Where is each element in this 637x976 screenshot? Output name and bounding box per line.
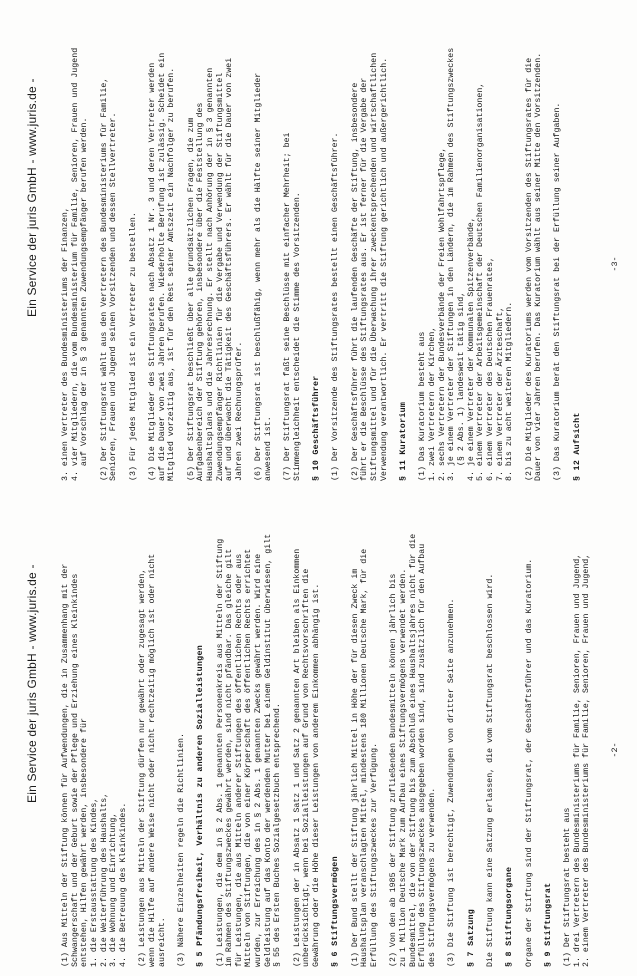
text-line: (1) Der Vorsitzende des Stiftungsrates bestellt einen Geschäftsführer. [331, 132, 341, 481]
text-line [409, 5, 419, 481]
text-line: Jahren zwei Rechnungsprüfer. [234, 341, 244, 481]
text-line: Schwangerschaft und der Geburt sowie der Pflege und Erziehung eines Kleinkindes [70, 573, 80, 967]
text-line: Haushaltsplan veranschlagten Mittel, mindestens 180 Millionen Deutsche Mark, für die [360, 548, 370, 967]
text-line: 1. zwei Vertretern der Kirchen, [427, 326, 437, 481]
text-line: anwesend ist. [263, 416, 273, 481]
section-heading: § 11 Kuratorium [398, 401, 408, 481]
text-line: entstehen, Hilfen gewährt werden, insbesondere für [80, 718, 90, 967]
text-line: Zuwendungsempfänger Richtlinien für die Vergabe und Verwendung der Stiftungsmittel [215, 72, 225, 481]
text-line: (1) Aus Mitteln der Stiftung können für Aufwendungen, die in Zusammenhang mit der [61, 563, 70, 967]
text-line: 2. einem Vertreter des Bundesministeriums für Familie, Senioren, Frauen und Jugend, [582, 553, 592, 967]
text-line: 2. die Weiterführung des Haushalts, [99, 792, 109, 967]
text-line [119, 5, 129, 481]
text-line: Haushaltsplans und die Jahresrechnung. Er stellt nach Anhörung der in § 3 genannten [205, 67, 215, 481]
text-line: 4. die Betreuung des Kleinkindes. [118, 802, 128, 967]
text-line [553, 491, 563, 967]
text-line: des Stiftungsvermögens zu verwenden. [427, 787, 437, 967]
page-body [61, 491, 592, 967]
text-line [563, 5, 573, 481]
text-line [457, 491, 467, 967]
section-heading: § 12 Aufsicht [572, 412, 582, 481]
text-line: (2) Die Mitglieder des Kuratoriums werden vom Vorsitzenden des Stiftungsrates für die [524, 57, 534, 481]
text-line: (7) Der Stiftungsrat faßt seine Beschlüsse mit einfacher Mehrheit; bei [283, 132, 293, 481]
text-line: (2) Leistungen der in Absatz 1 Satz 1 und Satz 2 genannten Art bleiben als Einkommen [292, 548, 302, 967]
text-line [187, 491, 197, 967]
text-line: unberücksichtigt, wenn bei Sozialleistungen auf Grund von Rechtsvorschriften die [302, 568, 312, 967]
text-line: 5. einem Vertreter der Arbeitsgemeinschaft der Deutschen Familienorganisationen, [476, 82, 486, 481]
text-line: Bundesmittel, die von der Stiftung bis zum Abschluß eines Haushaltsjahres nicht für die [408, 533, 418, 967]
text-line: Dauer von vier Jahren berufen. Das Kuratorium wählt aus seiner Mitte den Vorsitzenden. [534, 52, 544, 481]
text-line: Stimmengleichheit entscheidet die Stimme des Vorsitzenden. [292, 192, 302, 481]
text-line: (6) Der Stiftungsrat ist beschlußfähig, wenn mehr als die Hälfte seiner Mitglieder [254, 72, 264, 481]
text-line: für Leistungen, die aus Mitteln anderer Stiftungen des öffentlichen Rechts oder aus [234, 553, 244, 967]
text-line: (3) Das Kuratorium berät den Stiftungsrat bei der Erfüllung seiner Aufgaben. [553, 102, 563, 481]
text-line: (2) Von den ab 1985 der Stiftung zufließenden Bundesmitteln können jährlich bis [389, 573, 399, 967]
text-line: Geldleistung auf das Konto der werdenden Mutter bei einem Geldinstitut überwiesen, gilt [263, 533, 273, 967]
section-heading: § 8 Stiftungsorgane [505, 866, 515, 967]
text-line: Senioren, Frauen und Jugend seinen Vorsitzenden und dessen Stellvertreter. [109, 112, 119, 481]
text-line: 7. einem Vertreter der Ärzteschaft, [495, 306, 505, 481]
text-line: (4) Die Mitglieder des Stiftungsrates nach Absatz 1 Nr. 3 und deren Vertreter werden [147, 62, 157, 481]
text-line [177, 5, 187, 481]
text-line [476, 491, 486, 967]
text-line: zu 1 Million Deutsche Mark zum Aufbau eines Stiftungsvermögens verwendet werden. [398, 568, 408, 967]
text-line: Organe der Stiftung sind der Stiftungsrat, der Geschäftsführer und das Kuratorium. [524, 558, 534, 967]
text-line: 8. bis zu acht weiteren Mitgliedern. [505, 301, 515, 481]
text-line: (5) Der Stiftungsrat beschließt über alle grundsätzlichen Fragen, die zum [186, 117, 196, 481]
text-line: 4. vier Mitgliedern, die vom Bundesministerium für Familie, Senioren, Frauen und Jugend [70, 47, 80, 481]
text-line: Stiftungsmittel und für die Überwachung ihrer zweckentsprechenden und wirtschaftlichen [370, 52, 379, 481]
text-line [129, 491, 139, 967]
text-line [515, 5, 525, 481]
text-line: (2) Der Geschäftsführer führt die laufenden Geschäfte der Stiftung, insbesondere [350, 82, 360, 481]
page-body [61, 5, 582, 481]
text-line: (3) Nähere Einzelheiten regeln die Richtlinien. [176, 732, 186, 967]
text-line: § 55 des Ersten Buches Sozialgesetzbuch entsprechend. [273, 703, 283, 967]
text-line: (3) Die Stiftung ist berechtigt, Zuwendungen von dritter Seite anzunehmen. [447, 598, 457, 967]
section-heading: § 6 Stiftungsvermögen [331, 856, 341, 967]
text-line: Mitglied vorzeitig aus, ist für den Rest seiner Amtszeit ein Nachfolger zu berufen. [167, 67, 177, 481]
text-line: Mitteln von Stiftungen, die von einer Körperschaft des öffentlichen Rechts errichtet [244, 548, 254, 967]
text-line [322, 5, 332, 481]
text-line: 2. sechs Vertretern der Bundesverbände der Freien Wohlfahrtspflege, [437, 147, 447, 481]
text-line: ausreicht. [157, 917, 167, 967]
text-line [438, 491, 448, 967]
text-line: Erfüllung des Stiftungszweckes zur Verfügung. [370, 742, 379, 967]
text-line: (1) Der Bund stellt der Stiftung jährlich Mittel in Höhe der für diesen Zweck im [350, 568, 360, 967]
text-line [302, 5, 312, 481]
text-line [244, 5, 254, 481]
text-line: Erfüllung des Stiftungszweckes ausgegeben worden sind, sind zusätzlich für den Aufbau [418, 543, 428, 967]
section-heading: § 10 Geschäftsführer [312, 375, 322, 481]
text-line: 3. die Wohnung und Einrichtung, [109, 812, 119, 967]
text-line [341, 491, 351, 967]
text-line: (§ 2 Abs. 1) landesweit tätig sind, [456, 291, 466, 481]
text-line: 4. je einem Vertreter der Kommunalen Spitzenverbände, [466, 217, 476, 481]
text-line [534, 491, 544, 967]
text-line [138, 5, 148, 481]
text-line: wenn die Hilfe auf andere Weise nicht oder nicht rechtzeitig möglich ist oder nicht [147, 553, 157, 967]
text-line: 1. die Erstausstattung des Kindes, [89, 797, 99, 967]
section-heading: § 5 Pfändungsfreiheit, Verhältnis zu anderen Sozialleistungen [196, 644, 206, 967]
text-line: wurden, zur Erreichung des in § 2 Abs. 1 genannten Zwecks gewährt werden. Wird eine [254, 553, 264, 967]
text-line [380, 491, 390, 967]
text-line [515, 491, 525, 967]
text-line: Aufgabenbereich der Stiftung gehören, insbesondere über die Feststellung des [196, 102, 206, 481]
text-line: Die Stiftung kann eine Satzung erlassen, die vom Stiftungsrat beschlossen wird. [485, 573, 495, 967]
text-line [273, 5, 283, 481]
text-line: (1) Leistungen, die dem in § 2 Abs. 1 genannten Personenkreis aus Mitteln der Stiftung [215, 538, 225, 967]
text-line: führt er die Beschlüsse des Stiftungsrates aus. Er ist ferner für die Vergabe der [360, 77, 370, 481]
text-line: 3. je einem Vertreter der Stiftungen in den Ländern, die im Rahmen des Stiftungszweckes [447, 47, 457, 481]
text-line: 3. einen Vertreter des Bundesministeriums der Finanzen, [61, 207, 70, 481]
text-line [341, 5, 351, 481]
text-line: (1) Das Kuratorium besteht aus [418, 331, 428, 481]
text-line [206, 491, 216, 967]
text-line [389, 5, 399, 481]
text-line: (2) Der Stiftungsrat wählt aus den Vertretern des Bundesministeriums für Familie, [99, 77, 109, 481]
text-line: auf die Dauer von zwei Jahren berufen. Wiederholte Berufung ist zulässig. Scheidet ein [157, 52, 167, 481]
juris-service-header: Ein Service der juris GmbH - www.juris.de - [25, 78, 39, 317]
text-line: im Rahmen des Stiftungszweckes gewährt werden, sind nicht pfändbar. Das gleiche gilt [225, 548, 235, 967]
text-line [283, 491, 293, 967]
document-page-2 [0, 486, 637, 976]
text-line: 6. einem Vertreter des Deutschen Frauenrates, [485, 256, 495, 481]
text-line: auf und überwacht die Tätigkeit des Geschäftsführers. Er wählt für die Dauer von zwei [225, 57, 235, 481]
text-line [167, 491, 177, 967]
text-line [322, 491, 332, 967]
page-number: -3- [610, 256, 620, 272]
text-line: (2) Leistungen aus Mitteln der Stiftung dürfen nur gewährt oder zugesagt werden, [138, 568, 148, 967]
juris-service-header: Ein Service der juris GmbH - www.juris.de - [25, 564, 39, 803]
text-line [90, 5, 100, 481]
page-number: -2- [610, 742, 620, 758]
text-line: auf Vorschlag der in § 3 genannten Zuwendungsempfänger berufen werden. [80, 117, 90, 481]
text-line: 1. drei Vertretern des Bundesministeriums für Familie, Senioren, Frauen und Jugend, [572, 553, 582, 967]
text-line [496, 491, 506, 967]
section-heading: § 7 Satzung [466, 908, 476, 967]
section-heading: § 9 Stiftungsrat [543, 882, 553, 967]
text-line: Gewährung oder die Höhe dieser Leistungen von anderem Einkommen abhängig ist. [312, 583, 322, 967]
text-line: (1) Der Stiftungsrat besteht aus [563, 807, 573, 967]
text-line: Verwendung verantwortlich. Er vertritt die Stiftung gerichtlich und außergerichtlich. [379, 57, 389, 481]
text-line: (3) Für jedes Mitglied ist ein Vertreter zu bestellen. [128, 212, 138, 481]
